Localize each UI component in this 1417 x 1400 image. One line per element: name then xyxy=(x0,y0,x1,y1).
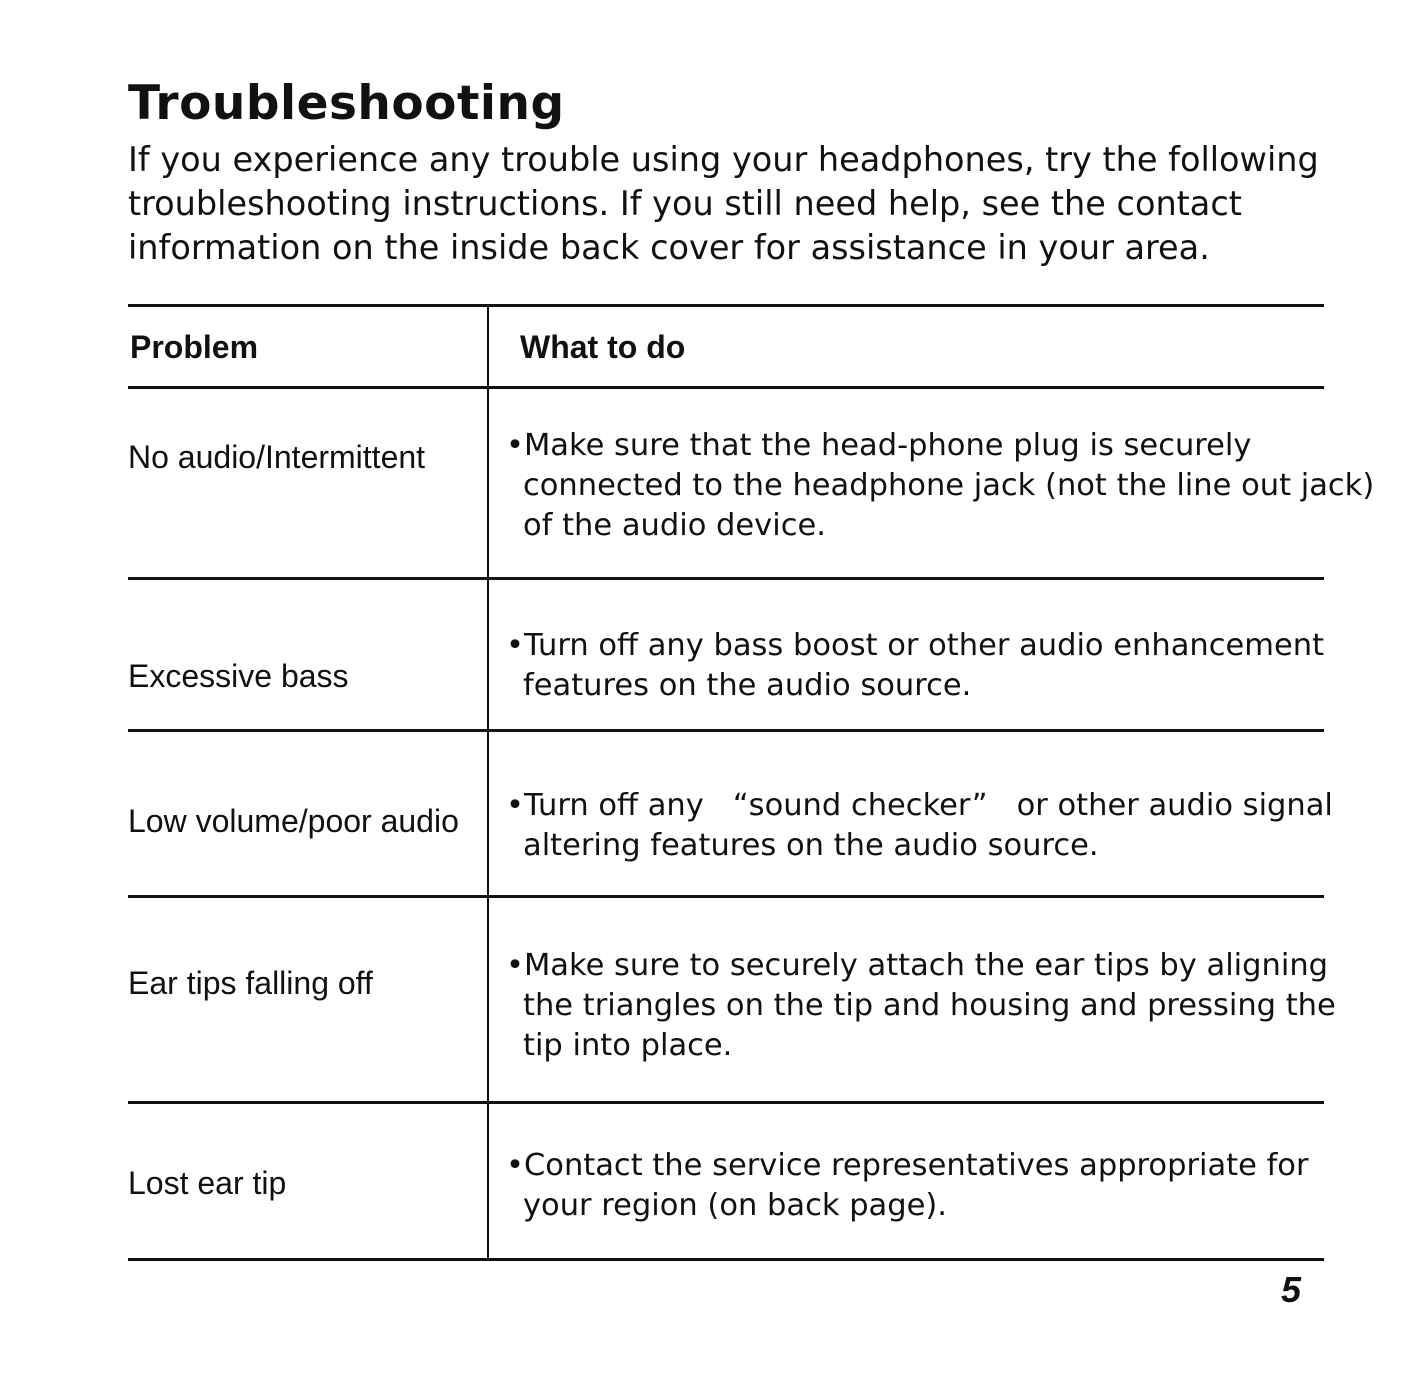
action-cell xyxy=(506,426,1375,546)
action-line: •Make sure that the head-phone plug is securely xyxy=(506,428,1252,463)
page-number: 5 xyxy=(1280,1269,1301,1310)
action-line: features on the audio source. xyxy=(523,668,972,703)
problem-cell: Low volume/poor audio xyxy=(128,803,459,839)
problem-cell: No audio/Intermittent xyxy=(128,439,426,475)
action-line: •Turn off any bass boost or other audio enhancement xyxy=(506,628,1325,663)
row-rule xyxy=(128,895,1324,898)
row-rule xyxy=(128,1101,1324,1104)
action-cell xyxy=(506,946,1356,1066)
header-rule xyxy=(128,386,1324,389)
action-line: altering features on the audio source. xyxy=(523,828,1099,863)
column-divider xyxy=(487,307,489,1260)
action-line: connected to the headphone jack (not the line out jack) xyxy=(523,468,1375,503)
action-line: •Make sure to securely attach the ear tips by aligning xyxy=(506,948,1329,983)
header-what-to-do: What to do xyxy=(520,329,686,365)
action-line: of the audio device. xyxy=(523,508,826,543)
table-top-rule xyxy=(128,304,1324,307)
table-bottom-rule xyxy=(128,1258,1324,1261)
header-problem: Problem xyxy=(130,329,259,365)
page-title: Troubleshooting xyxy=(128,76,565,131)
action-line: your region (on back page). xyxy=(523,1188,947,1223)
intro-paragraph: If you experience any trouble using your headphones, try the following troubleshooting instructions. If you still need help, see the contact information on the inside back cover for assistance in your area. xyxy=(128,140,1319,267)
action-line: •Contact the service representatives appropriate for xyxy=(506,1148,1309,1183)
action-cell xyxy=(506,1146,1356,1226)
action-cell xyxy=(506,786,1356,866)
row-rule xyxy=(128,577,1324,580)
action-cell xyxy=(506,626,1356,706)
action-line: •Turn off any “sound checker” or other audio signal xyxy=(506,788,1333,823)
action-line: the triangles on the tip and housing and pressing the xyxy=(523,988,1336,1023)
row-rule xyxy=(128,729,1324,732)
problem-cell: Ear tips falling off xyxy=(128,965,373,1001)
problem-cell: Excessive bass xyxy=(128,658,349,694)
problem-cell: Lost ear tip xyxy=(128,1165,287,1201)
action-line: tip into place. xyxy=(523,1028,733,1063)
